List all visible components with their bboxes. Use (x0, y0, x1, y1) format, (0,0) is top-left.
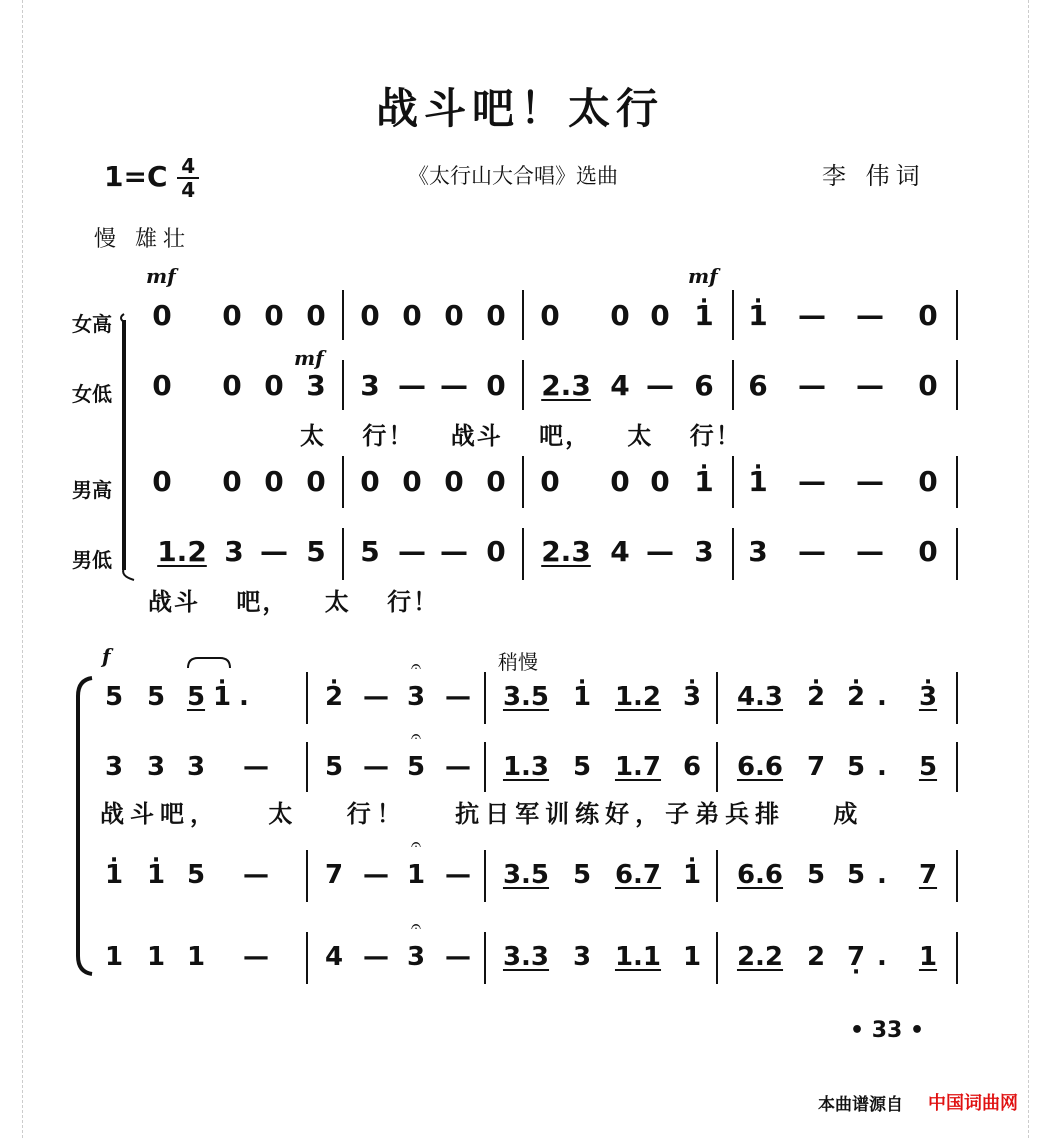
barline (484, 850, 486, 902)
note: . (877, 860, 887, 890)
note: 1 (146, 942, 166, 972)
left-margin-line (22, 0, 23, 1138)
barline (956, 850, 958, 902)
barline (306, 932, 308, 984)
page-number: • 33 • (850, 1018, 925, 1043)
note: . (877, 942, 887, 972)
note: 𝄐 3 (407, 682, 425, 712)
note: — (646, 369, 674, 402)
note: · 1 (213, 682, 231, 712)
note: 5 (846, 860, 866, 890)
barline (522, 290, 524, 340)
note: 6.6 (736, 860, 784, 890)
note: — (798, 299, 826, 332)
barline (484, 742, 486, 792)
note: — (398, 535, 426, 568)
key-signature (104, 156, 199, 200)
note: 0 (540, 299, 560, 332)
note: — (445, 752, 471, 782)
note: 0 (918, 299, 938, 332)
note: · 3 (683, 682, 701, 712)
note: 4 (610, 369, 630, 402)
note: 0 (610, 299, 630, 332)
note: 0 (360, 465, 380, 498)
barline (956, 672, 958, 724)
note: 0 (540, 465, 560, 498)
note: . (877, 752, 887, 782)
note: · 1 (573, 682, 591, 712)
note: 5 (306, 535, 326, 568)
barline (342, 360, 344, 410)
note: 0 (918, 535, 938, 568)
note: 6 (694, 369, 714, 402)
note: 5 (806, 860, 826, 890)
note: 7 (918, 860, 938, 890)
note: · 1 (694, 300, 713, 332)
note: — (440, 535, 468, 568)
barline (306, 672, 308, 724)
note: 1.3 (502, 752, 550, 782)
note: 0 (222, 299, 242, 332)
time-denominator: 4 (181, 178, 196, 202)
note: — (856, 465, 884, 498)
part-label-alto: 女低 (72, 382, 112, 406)
system1-brace (114, 300, 142, 590)
note: 0 (152, 369, 172, 402)
note: 1.2 (614, 682, 662, 712)
note: 3 (186, 752, 206, 782)
note: — (363, 942, 389, 972)
note: 5 (186, 682, 206, 712)
note: — (798, 465, 826, 498)
tempo-change: 稍慢 (498, 650, 538, 674)
note: 5 (572, 860, 592, 890)
barline (732, 456, 734, 508)
note: 5 (572, 752, 592, 782)
note: — (363, 752, 389, 782)
barline (956, 932, 958, 984)
note: 1 (104, 942, 124, 972)
note: 1 (186, 942, 206, 972)
note: 5 (846, 752, 866, 782)
note: — (398, 369, 426, 402)
note: — (646, 535, 674, 568)
lyrics-line-1: 太 行！ 战斗 吧， 太 行！ (300, 422, 742, 450)
barline (716, 742, 718, 792)
note: — (243, 942, 269, 972)
note: 0 (610, 465, 630, 498)
lyrics-line-3: 战斗吧， 太 行！ 抗日军训练好，子弟兵排 成 (100, 800, 864, 828)
barline (732, 290, 734, 340)
dynamic-mf-1: mf (146, 264, 176, 288)
note: 6 (682, 752, 702, 782)
barline (956, 456, 958, 508)
note: — (363, 860, 389, 890)
note: 3.5 (502, 860, 550, 890)
note: 0 (918, 369, 938, 402)
note: 5 (186, 860, 206, 890)
note: — (856, 299, 884, 332)
site-name-link[interactable]: 中国词曲网 (928, 1093, 1018, 1114)
barline (342, 528, 344, 580)
note: 0 (222, 369, 242, 402)
note: 0 (486, 299, 506, 332)
note: 2.2 (736, 942, 784, 972)
note: 0 (486, 535, 506, 568)
barline (306, 742, 308, 792)
note: · 1 (748, 466, 767, 498)
note: 3 (748, 535, 768, 568)
system2-bracket (70, 676, 98, 976)
note: — (445, 860, 471, 890)
barline (956, 360, 958, 410)
note: 3 (572, 942, 592, 972)
note: . (877, 682, 887, 712)
note: 1.7 (614, 752, 662, 782)
note: 0 (444, 299, 464, 332)
note: 7 (324, 860, 344, 890)
note: — (440, 369, 468, 402)
note: 5 (324, 752, 344, 782)
part-label-tenor: 男高 (72, 478, 112, 502)
note: 0 (486, 369, 506, 402)
note: — (445, 942, 471, 972)
note: 𝄐 5 (407, 752, 425, 782)
note: — (798, 369, 826, 402)
barline (342, 290, 344, 340)
note: 0 (264, 465, 284, 498)
note: 4 (610, 535, 630, 568)
part-label-bass: 男低 (72, 548, 112, 572)
note: 0 (650, 465, 670, 498)
note: 1 (682, 942, 702, 972)
note: 7 · (847, 942, 865, 972)
note: 6.6 (736, 752, 784, 782)
part-label-soprano: 女高 (72, 312, 112, 336)
note: 0 (402, 465, 422, 498)
note: 0 (918, 465, 938, 498)
source-subtitle: 《太行山大合唱》选曲 (408, 164, 618, 188)
note: 2.3 (541, 369, 591, 402)
note: 2.3 (541, 535, 591, 568)
note: · 1 (748, 300, 767, 332)
barline (956, 742, 958, 792)
note: 3 (694, 535, 714, 568)
barline (956, 290, 958, 340)
note: · 1 (694, 466, 713, 498)
note: · 1 (105, 860, 123, 890)
note: 3 (306, 369, 326, 402)
key-label: 1=C (104, 160, 168, 193)
note: · 2 (847, 682, 865, 712)
dynamic-mf-3: mf (688, 264, 718, 288)
note: 2 (806, 942, 826, 972)
note: 0 (306, 465, 326, 498)
dynamic-f: f (102, 644, 111, 668)
note: — (260, 535, 288, 568)
note: 1.2 (157, 535, 207, 568)
dynamic-mf-2: mf (294, 346, 324, 370)
note: 0 (650, 299, 670, 332)
note: 5 (918, 752, 938, 782)
note: · 2 (325, 682, 343, 712)
note: 4 (324, 942, 344, 972)
barline (732, 360, 734, 410)
note: — (243, 752, 269, 782)
note: 3 (104, 752, 124, 782)
note: · 1 (683, 860, 701, 890)
note: — (445, 682, 471, 712)
note: 5 (360, 535, 380, 568)
barline (484, 672, 486, 724)
note: — (243, 860, 269, 890)
note: — (798, 535, 826, 568)
note: 0 (264, 369, 284, 402)
barline (522, 456, 524, 508)
note: · 1 (147, 860, 165, 890)
note: . (239, 682, 249, 712)
note: — (856, 535, 884, 568)
source-label: 本曲谱源自 (818, 1095, 903, 1115)
note: 0 (444, 465, 464, 498)
right-margin-line (1028, 0, 1029, 1138)
note: — (856, 369, 884, 402)
barline (956, 528, 958, 580)
note: 5 (146, 682, 166, 712)
note: 0 (222, 465, 242, 498)
note: 0 (152, 465, 172, 498)
note: 1.1 (614, 942, 662, 972)
barline (732, 528, 734, 580)
lyrics-line-2: 战斗 吧， 太 行！ (148, 588, 440, 616)
song-title: 战斗吧！太行 (376, 84, 665, 133)
note: 6.7 (614, 860, 662, 890)
note: 7 (806, 752, 826, 782)
barline (484, 932, 486, 984)
barline (716, 672, 718, 724)
note: 4.3 (736, 682, 784, 712)
note: · 2 (807, 682, 825, 712)
note: 𝄐 3 (407, 942, 425, 972)
note: 0 (402, 299, 422, 332)
barline (522, 360, 524, 410)
barline (342, 456, 344, 508)
note: 0 (306, 299, 326, 332)
note: — (363, 682, 389, 712)
note: 1 (918, 942, 938, 972)
note: 0 (486, 465, 506, 498)
note: 6 (748, 369, 768, 402)
note: 0 (360, 299, 380, 332)
tempo-marking: 慢 雄壮 (94, 227, 191, 252)
note: 3 (360, 369, 380, 402)
barline (522, 528, 524, 580)
note: 5 (104, 682, 124, 712)
lyricist-credit: 李 伟词 (822, 162, 926, 190)
barline (716, 932, 718, 984)
time-signature (177, 156, 199, 200)
barline (306, 850, 308, 902)
note: 𝄐 1 (407, 860, 425, 890)
note: 3 (146, 752, 166, 782)
barline (716, 850, 718, 902)
note: · 3 (919, 682, 937, 712)
time-numerator: 4 (181, 154, 196, 178)
note: 3.5 (502, 682, 550, 712)
note: 0 (152, 299, 172, 332)
note: 3 (224, 535, 244, 568)
note: 3.3 (502, 942, 550, 972)
note: 0 (264, 299, 284, 332)
